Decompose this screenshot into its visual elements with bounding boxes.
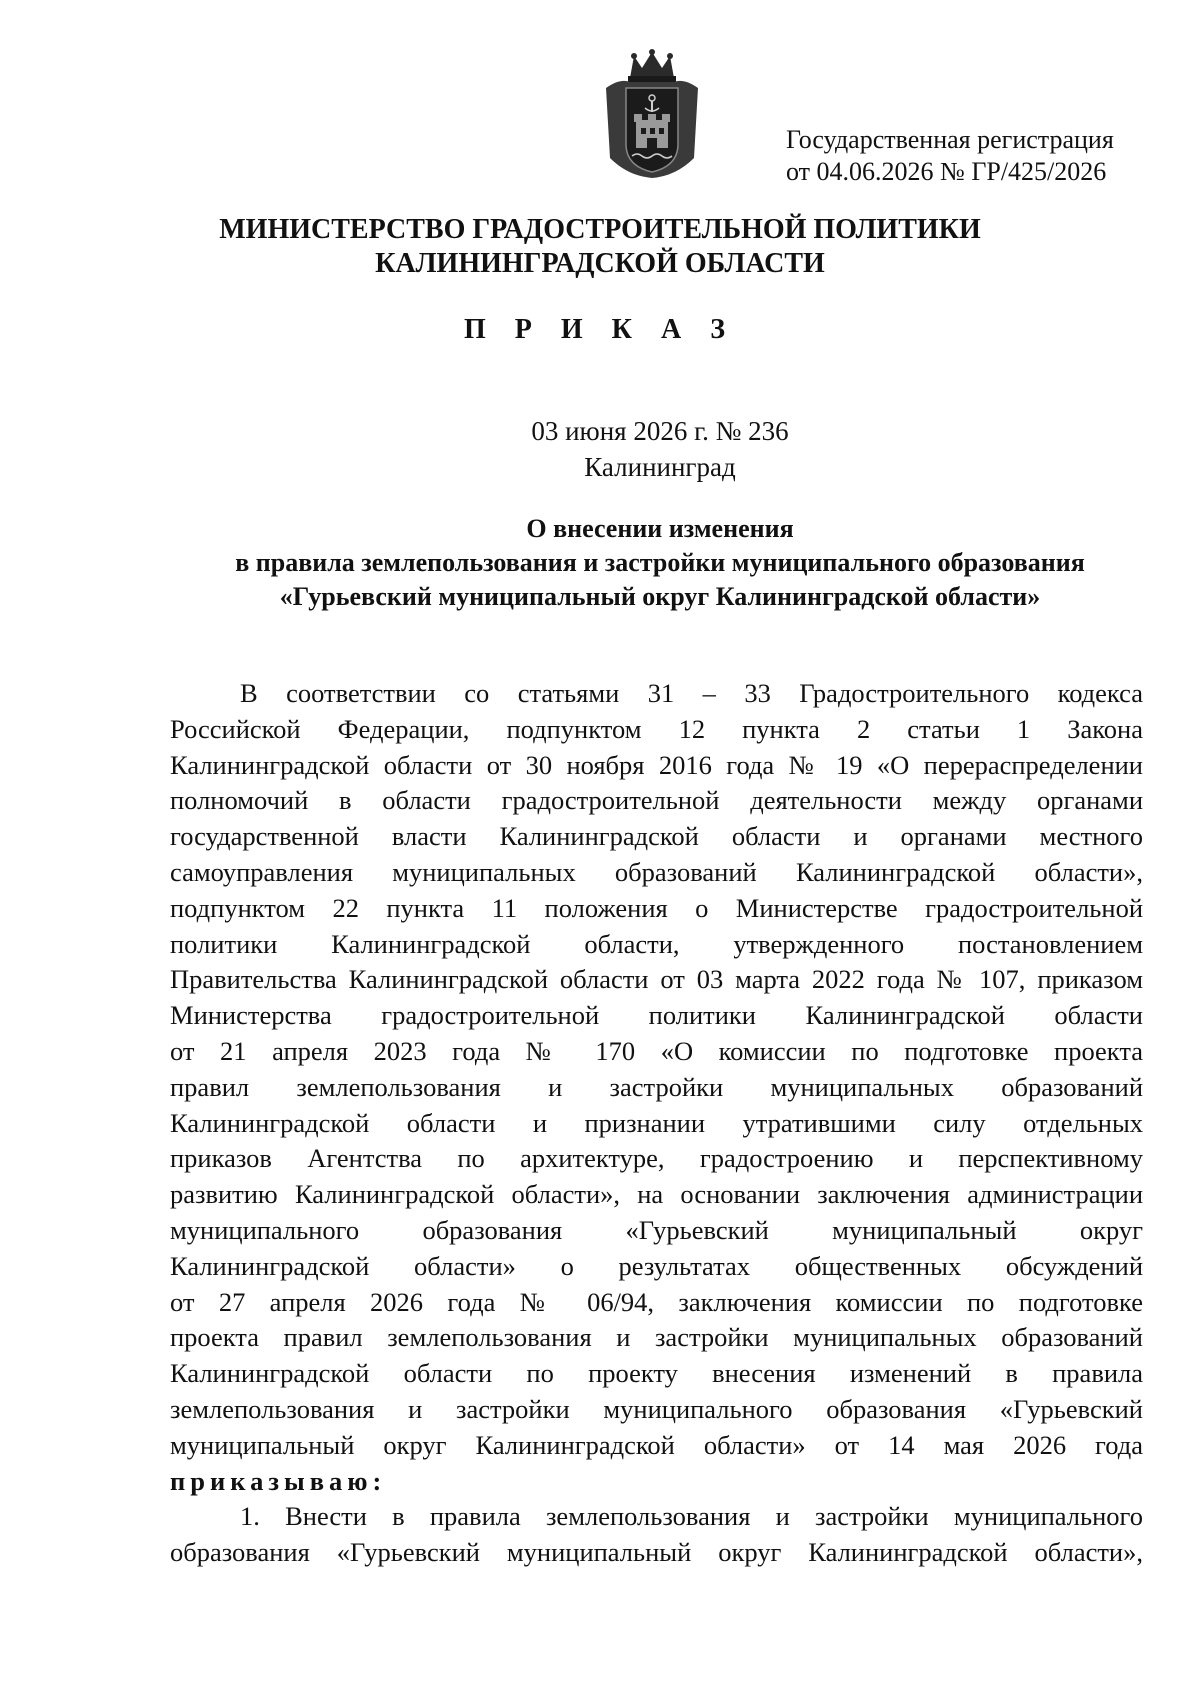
registration-number: от 04.06.2026 № ГР/425/2026 bbox=[786, 157, 1107, 186]
order-title: П Р И К А З bbox=[464, 314, 736, 345]
body-line: Калининградской области от 30 ноября 2016 года № 19 «О перераспределении bbox=[170, 749, 1143, 780]
body-line: муниципального образования «Гурьевский муниципальный округ bbox=[170, 1214, 1143, 1245]
registration-title: Государственная регистрация bbox=[786, 125, 1114, 154]
order-subject bbox=[120, 512, 1200, 614]
body-line: подпунктом 22 пункта 11 положения о Министерстве градостроительной bbox=[170, 892, 1143, 923]
body-line: Калининградской области и признании утратившими силу отдельных bbox=[170, 1107, 1143, 1138]
body-line: правил землепользования и застройки муниципальных образований bbox=[170, 1071, 1143, 1102]
body-line: развитию Калининградской области», на основании заключения администрации bbox=[170, 1179, 1143, 1210]
order-body bbox=[170, 676, 1143, 1571]
body-line: проекта правил землепользования и застройки муниципальных образований bbox=[170, 1322, 1143, 1353]
body-line: Правительства Калининградской области от 03 марта 2022 года № 107, приказом bbox=[170, 964, 1143, 995]
body-line: Калининградской области» о результатах общественных обсуждений bbox=[170, 1250, 1143, 1281]
state-registration-block bbox=[786, 124, 1166, 188]
body-line: от 27 апреля 2026 года № 06/94, заключения комиссии по подготовке bbox=[170, 1286, 1143, 1317]
body-line: Калининградской области по проекту внесения изменений в правила bbox=[170, 1358, 1143, 1389]
order-place: Калининград bbox=[584, 452, 736, 482]
subject-line3: «Гурьевский муниципальный округ Калининградской области» bbox=[279, 582, 1041, 611]
ministry-name-line1: МИНИСТЕРСТВО ГРАДОСТРОИТЕЛЬНОЙ ПОЛИТИКИ bbox=[219, 214, 981, 245]
body-line: Министерства градостроительной политики Калининградской области bbox=[170, 1000, 1143, 1031]
ministry-name bbox=[150, 213, 1050, 281]
body-line: Российской Федерации, подпунктом 12 пункта 2 статьи 1 Закона bbox=[170, 713, 1143, 744]
order-date-number: 03 июня 2026 г. № 236 bbox=[531, 416, 789, 446]
subject-line2: в правила землепользования и застройки муниципального образования bbox=[235, 548, 1085, 577]
body-line: политики Калининградской области, утвержденного постановлением bbox=[170, 928, 1143, 959]
order-date-place bbox=[300, 413, 1020, 485]
body-line: государственной власти Калининградской области и органами местного bbox=[170, 821, 1143, 852]
coat-of-arms-emblem bbox=[600, 48, 704, 180]
body-line: полномочий в области градостроительной деятельности между органами bbox=[170, 785, 1143, 816]
directive-word: приказываю: bbox=[170, 1465, 387, 1496]
ministry-name-line2: КАЛИНИНГРАДСКОЙ ОБЛАСТИ bbox=[375, 248, 825, 279]
body-line: приказов Агентства по архитектуре, градостроению и перспективному bbox=[170, 1143, 1143, 1174]
directive-line bbox=[170, 1464, 1143, 1500]
item-1-line: образования «Гурьевский муниципальный округ Калининградской области», bbox=[170, 1537, 1143, 1568]
body-line: самоуправления муниципальных образований Калининградской области», bbox=[170, 856, 1143, 887]
subject-line1: О внесении изменения bbox=[526, 514, 794, 543]
body-line: от 21 апреля 2023 года № 170 «О комиссии по подготовке проекта bbox=[170, 1035, 1143, 1066]
item-1-line: 1. Внести в правила землепользования и застройки муниципального bbox=[240, 1501, 1143, 1532]
body-line: землепользования и застройки муниципального образования «Гурьевский bbox=[170, 1393, 1143, 1424]
body-line: муниципальный округ Калининградской области» от 14 мая 2026 года bbox=[170, 1429, 1143, 1460]
body-line: В соответствии со статьями 31 – 33 Градостроительного кодекса bbox=[240, 678, 1143, 708]
